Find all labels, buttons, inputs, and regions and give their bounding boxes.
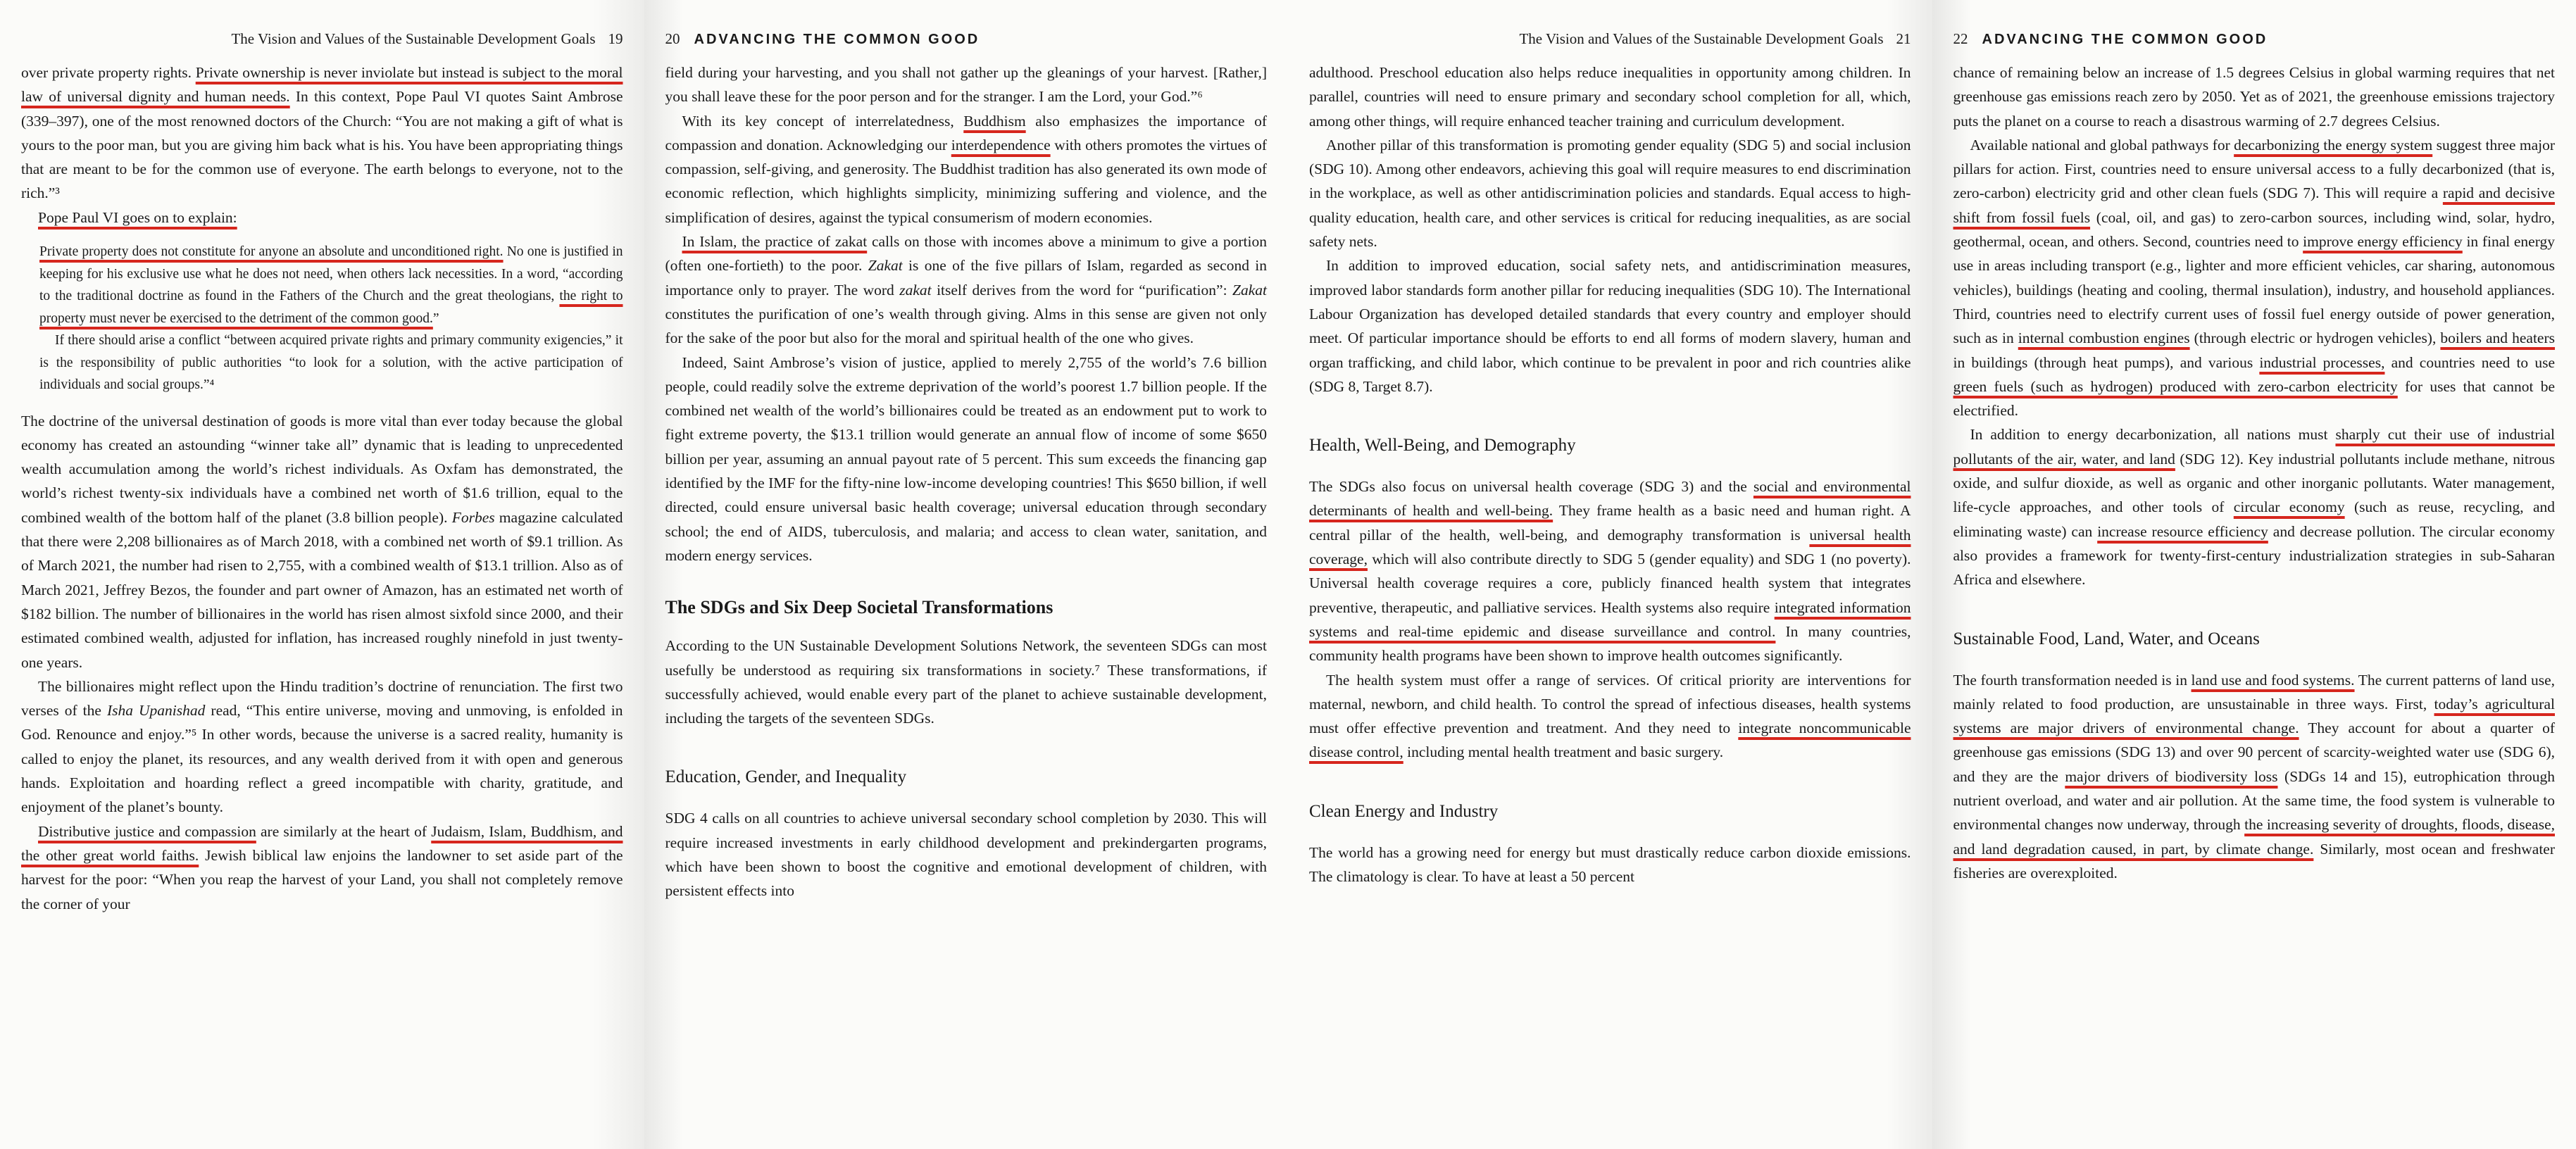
block-quote [39,241,623,396]
highlighted-text: Private ownership is never inviolate but instead is subject to the moral law of universal dignity and human needs. [21,64,623,106]
running-header-title: The Vision and Values of the Sustainable Development Goals [1519,30,1884,47]
quote-paragraph: Private property does not constitute for anyone an absolute and unconditioned right. No one is justified in keeping for his exclusive use what he does not need, when others lack necessities. In a word, “according to the traditional doctrine as found in the Fathers of the Church and the great theologians, the right to property must never be exercised to the detriment of the common good.” [39,244,623,326]
highlighted-text: today’s agricultural systems are major drivers of environmental change. [1953,695,2555,737]
highlighted-text: Distributive justice and compassion [38,822,256,840]
paragraph: Indeed, Saint Ambrose’s vision of justice, applied to merely 2,755 of the world’s 7.6 billion people, could readily solve the extreme deprivation of the world’s poorest 1.7 billion people. If the combined net wealth of the world’s billionaires could be treated as an endowment put to work to fight extreme poverty, the $13.1 trillion would generate an annual flow of income of some $650 billion per year, assuming an annual payout rate of 5 percent. This sum exceeds the financing gap identified by the IMF for the fifty-nine low-income developing countries! This $650 billion, if well directed, could ensure universal basic health coverage; universal education through secondary school; the end of AIDS, tuberculosis, and malaria; and access to clean water, sanitation, and modern energy services. [665,353,1267,564]
highlighted-text: internal combustion engines [2018,329,2190,347]
highlighted-text: Buddhism [963,112,1026,130]
paragraph: In addition to energy decarbonization, all nations must sharply cut their use of industrial pollutants of the air, water, and land (SDG 12). Key industrial pollutants include methane, nitrous oxide, and sulfur dioxide, as well as organic and other inorganic pollutants. Water management, life-cycle approaches, and other tools of circular economy (such as reuse, recycling, and eliminating waste) can increase resource efficiency and decrease pollution. The circular economy also provides a framework for twenty-first-century industrialization strategies in sub-Saharan Africa and elsewhere. [1953,426,2556,589]
page-21 [1288,0,1932,1149]
paragraph: field during your harvesting, and you shall not gather up the gleanings of your harvest. [Rather,] you shall leave these for the poor person and for the stranger. I am the Lord, your God.”⁶ [665,64,1267,106]
highlighted-text: rapid and decisive shift from fossil fuels [1953,184,2555,226]
page-number: 22 [1953,30,1968,47]
highlighted-text: green fuels (such as hydrogen) produced with zero-carbon electricity [1953,377,2398,395]
highlighted-text: decarbonizing the energy system [2234,136,2433,153]
paragraph: With its key concept of interrelatedness, Buddhism also emphasizes the importance of compassion and donation. Acknowledging our interdependence with others promotes the virtues of compassion, self-giving, and generosity. The Buddhist tradition has also generated its own mode of economic reflection, which highlights simplicity, minimizing suffering and violence, and the simplification of desires, against the typical consumerism of modern economies. [665,112,1268,226]
highlighted-text: Private property does not constitute for anyone an absolute and unconditioned right. [39,244,504,260]
highlighted-text: major drivers of biodiversity loss [2065,767,2278,785]
paragraph: SDG 4 calls on all countries to achieve universal secondary school completion by 2030. This will require increased investments in early childhood development and prekindergarten programs, which have been shown to boost the cognitive and emotional development of children, with persistent effects into [665,810,1267,900]
highlighted-text: improve energy efficiency [2303,233,2463,251]
quote-paragraph: If there should arise a conflict “between acquired private rights and primary community exigencies,” it is the responsibility of public authorities “to look for a solution, with the active participation of individuals and social groups.”⁴ [39,333,623,393]
running-header-title: ADVANCING THE COMMON GOOD [1982,32,2268,47]
subsection-heading: Clean Energy and Industry [1309,801,1499,821]
paragraph: adulthood. Preschool education also helps reduce inequalities in opportunity among children. In parallel, countries will need to ensure primary and secondary school completion for all, which, among other things, will require enhanced teacher training and curriculum development. [1309,64,1911,130]
highlighted-text: Pope Paul VI goes on to explain: [38,208,237,226]
highlighted-text: Judaism, Islam, Buddhism, and the other great world faiths. [21,822,623,864]
highlighted-text: social and environmental determinants of health and well-being. [1309,478,1911,520]
section-heading: The SDGs and Six Deep Societal Transformations [665,597,1053,618]
highlighted-text: universal health coverage, [1309,526,1911,568]
page-number: 20 [665,30,680,47]
highlighted-text: industrial processes, [2259,353,2385,371]
paragraph: According to the UN Sustainable Development Solutions Network, the seventeen SDGs can most usefully be understood as requiring six transformations in society.⁷ These transformations, if successfully achieved, would enable every part of the planet to achieve sustainable development, including the targets of the seventeen SDGs. [665,637,1267,727]
highlighted-text: boilers and heaters [2440,329,2556,347]
page-number: 19 [608,30,623,47]
highlighted-text: the increasing severity of droughts, floods, disease, and land degradation caused, in part, by climate change. [1953,816,2555,858]
highlighted-text: integrate noncommunicable disease control, [1309,720,1911,761]
page-number: 21 [1896,30,1911,47]
paragraph: In Islam, the practice of zakat calls on those with incomes above a minimum to give a portion (often one-fortieth) to the poor. Zakat is one of the five pillars of Islam, regarded as second in importance only to prayer. The word zakat itself derives from the word for “purification”: Zakat constitutes the purification of one’s wealth through giving. Alms in this sense are given not only for the sake of the poor but also for the moral and spiritual health of the one who gives. [665,233,1267,347]
subsection-heading: Health, Well-Being, and Demography [1309,436,1576,456]
paragraph [21,206,623,230]
paragraph: In addition to improved education, social safety nets, and antidiscrimination measures, improved labor standards form another pillar for reducing inequalities (SDG 10). The International Labour Organization has developed detailed standards that every country and employer should meet. Of particular importance should be efforts to end all forms of modern slavery, human and organ trafficking, and child labor, which continue to be prevalent in poor and rich countries alike (SDG 8, Target 8.7). [1309,257,1911,395]
highlighted-text: land use and food systems. [2191,671,2355,689]
running-header [665,27,1268,51]
page-22 [1932,0,2576,1149]
page-20 [644,0,1289,1149]
running-header [1953,27,2556,51]
paragraph: The SDGs also focus on universal health coverage (SDG 3) and the social and environmental determinants of health and well-being. They frame health as a basic need and human right. A central pillar of the health, well-being, and demography transformation is universal health coverage, which will also contribute directly to SDG 5 (gender equality) and SDG 1 (no poverty). Universal health coverage requires a core, publicly financed health system that integrates preventive, therapeutic, and palliative services. Health systems also require integrated information systems and real-time epidemic and disease surveillance and control. In many countries, community health programs have been shown to improve health outcomes significantly. [1309,478,1911,665]
paragraph: chance of remaining below an increase of 1.5 degrees Celsius in global warming requires that net greenhouse gas emissions reach zero by 2050. Yet as of 2021, the greenhouse emissions trajectory puts the planet on a course to reach a disastrous warming of 2.7 degrees Celsius. [1953,64,2555,130]
paragraph: Another pillar of this transformation is promoting gender equality (SDG 5) and social inclusion (SDG 10). Among other endeavors, achieving this goal will require measures to end discrimination in the workplace, as well as other antidiscrimination policies and standards. Equal access to high-quality education, health care, and other services is critical for reducing inequalities, as are social safety nets. [1309,136,1911,251]
page-19 [0,0,644,1149]
subsection-heading: Sustainable Food, Land, Water, and Oceans [1953,629,2260,648]
highlighted-text: In Islam, the practice of zakat [682,233,868,251]
running-header [21,27,623,51]
subsection-heading: Education, Gender, and Inequality [665,767,907,787]
highlighted-text: integrated information systems and real-time epidemic and disease surveillance and control. [1309,598,1911,640]
running-header [1309,27,1911,51]
highlighted-text: interdependence [951,136,1051,153]
highlighted-text: sharply cut their use of industrial pollutants of the air, water, and land [1953,426,2556,467]
paragraph: The billionaires might reflect upon the Hindu tradition’s doctrine of renunciation. The first two verses of the Isha Upanishad read, “This entire universe, moving and unmoving, is enfolded in God. Renounce and enjoy.”⁵ In other words, because the universe is a sacred reality, humanity is called to enjoy the planet, its resources, and any wealth derived from it with open and generous hands. Exploitation and hoarding reflect a greed incompatible with charity, gratitude, and enjoyment of the planet’s bounty. [21,677,623,816]
paragraph: Available national and global pathways for decarbonizing the energy system suggest three major pillars for action. First, countries need to ensure universal access to a fully decarbonized (that is, zero-carbon) electricity grid and other clean fuels (SDG 7). This will require a rapid and decisive shift from fossil fuels (coal, oil, and gas) to zero-carbon sources, including wind, solar, hydro, geothermal, ocean, and others. Second, countries need to improve energy efficiency in final energy use in areas including transport (e.g., lighter and more efficient vehicles, car sharing, autonomous vehicles), buildings (heating and cooling, thermal insulation), industry, and household appliances. Third, countries need to electrify current uses of fossil fuel energy outside of power generation, such as in internal combustion engines (through electric or hydrogen vehicles), boilers and heaters in buildings (through heat pumps), and various industrial processes, and countries need to use green fuels (such as hydrogen) produced with zero-carbon electricity for uses that cannot be electrified. [1953,136,2556,420]
highlighted-text: circular economy [2233,498,2345,516]
running-header-title: The Vision and Values of the Sustainable Development Goals [231,30,596,47]
paragraph: The fourth transformation needed is in land use and food systems. The current patterns of land use, mainly related to food production, are unsustainable in three ways. First, today’s agricultural systems are major drivers of environmental change. They account for about a quarter of greenhouse gas emissions (SDG 13) and over 90 percent of scarcity-weighted water use (SDG 6), and they are the major drivers of biodiversity loss (SDGs 14 and 15), eutrophication through nutrient overload, and water and air pollution. At the same time, the food system is vulnerable to environmental changes now underway, through the increasing severity of droughts, floods, disease, and land degradation caused, in part, by climate change. Similarly, most ocean and freshwater fisheries are overexploited. [1953,671,2556,881]
running-header-title: ADVANCING THE COMMON GOOD [694,32,980,47]
paragraph: The doctrine of the universal destination of goods is more vital than ever today because the global economy has created an astounding “winner take all” dynamic that is leading to unprecedented wealth accumulation among the world’s richest individuals. As Oxfam has demonstrated, the world’s richest twenty-six individuals have a combined net worth of $1.6 trillion, equal to the combined wealth of the bottom half of the planet (3.8 billion people). Forbes magazine calculated that there were 2,208 billionaires as of March 2018, with a combined net worth of $9.1 trillion. As of March 2021, the number had risen to 2,755, with a combined wealth of $13.1 trillion. Also as of March 2021, Jeffrey Bezos, the founder and part owner of Amazon, has an estimated net worth of $182 billion. The number of billionaires in the world has risen almost sixfold since 2000, and their estimated combined wealth, adjusted for inflation, has increased roughly ninefold in just twenty-one years. [21,412,623,671]
paragraph: over private property rights. Private ownership is never inviolate but instead is subject to the moral law of universal dignity and human needs. In this context, Pope Paul VI quotes Saint Ambrose (339–397), one of the most renowned doctors of the Church: “You are not making a gift of what is yours to the poor man, but you are giving him back what is his. You have been appropriating things that are meant to be for the common use of everyone. The earth belongs to everyone, not to the rich.”³ [21,64,623,202]
paragraph: The health system must offer a range of services. Of critical priority are interventions for maternal, newborn, and child health. To control the spread of infectious diseases, health systems must offer effective prevention and treatment. And they need to integrate noncommunicable disease control, including mental health treatment and basic surgery. [1309,671,1911,761]
highlighted-text: increase resource efficiency [2097,522,2268,540]
paragraph: The world has a growing need for energy but must drastically reduce carbon dioxide emissions. The climatology is clear. To have at least a 50 percent [1309,843,1911,886]
paragraph: Distributive justice and compassion are similarly at the heart of Judaism, Islam, Buddhism, and the other great world faiths. Jewish biblical law enjoins the landowner to set aside part of the harvest for the poor: “When you reap the harvest of your Land, you shall not completely remove the corner of your [21,822,623,912]
highlighted-text: the right to property must never be exercised to the detriment of the common good. [39,289,623,326]
